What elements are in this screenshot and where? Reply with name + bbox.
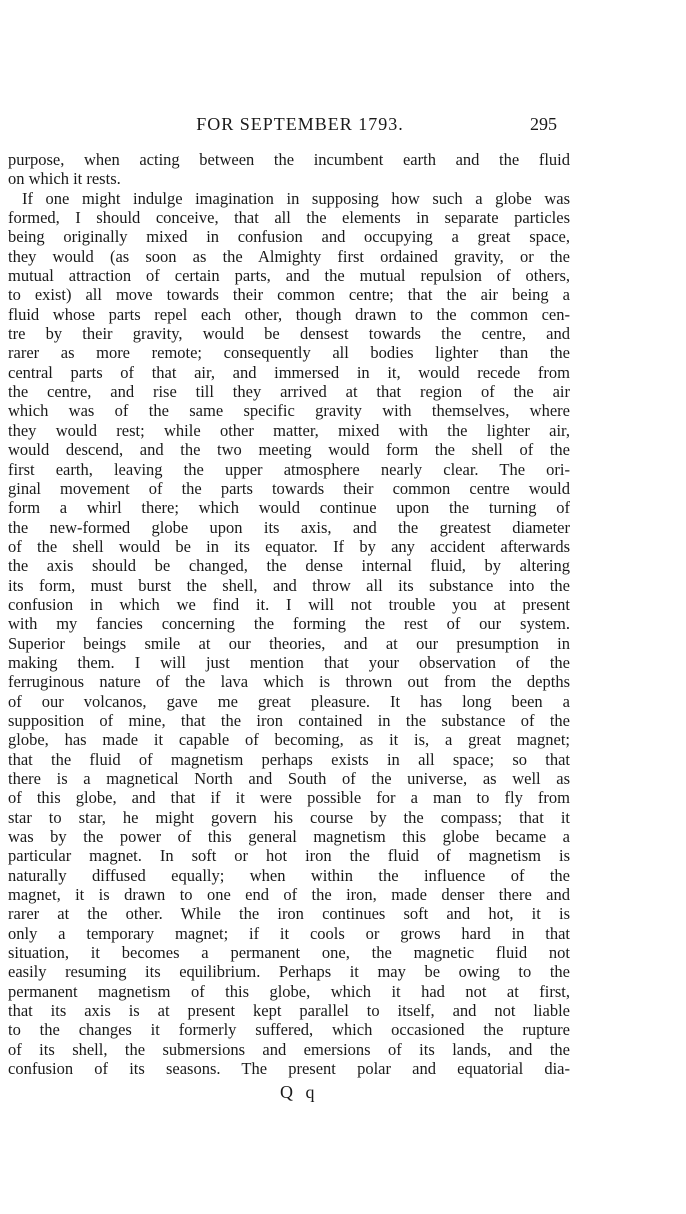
text-line: only a temporary magnet; if it cools or grows hard in that (8, 923, 570, 943)
signature-mark: Q q (280, 1082, 319, 1102)
text-line: they would rest; while other matter, mixed with the lighter air, (8, 420, 570, 440)
text-line: star to star, he might govern his course by the compass; that it (8, 807, 570, 827)
text-line: which was of the same specific gravity with themselves, where (8, 401, 570, 421)
text-line: its form, must burst the shell, and throw all its substance into the (8, 575, 570, 595)
text-line: rarer as more remote; consequently all bodies lighter than the (8, 343, 570, 363)
text-line: of its shell, the submersions and emersions of its lands, and the (8, 1039, 570, 1059)
text-line: formed, I should conceive, that all the elements in separate particles (8, 208, 570, 228)
text-line: that its axis is at present kept parallel to itself, and not liable (8, 1001, 570, 1021)
text-line: ginal movement of the parts towards their common centre would (8, 478, 570, 498)
text-line: being originally mixed in confusion and occupying a great space, (8, 227, 570, 247)
text-line: naturally diffused equally; when within the influence of the (8, 865, 570, 885)
text-line: fluid whose parts repel each other, though drawn to the common cen- (8, 304, 570, 324)
text-line: Superior beings smile at our theories, and at our presumption in (8, 633, 570, 653)
text-line: permanent magnetism of this globe, which it had not at first, (8, 981, 570, 1001)
text-line: to exist) all move towards their common centre; that the air being a (8, 285, 570, 305)
text-line: rarer at the other. While the iron continues soft and hot, it is (8, 904, 570, 924)
text-line: of our volcanos, gave me great pleasure. It has long been a (8, 691, 570, 711)
text-line: confusion in which we find it. I will not trouble you at present (8, 594, 570, 614)
text-line: the axis should be changed, the dense internal fluid, by altering (8, 556, 570, 576)
text-line: of the shell would be in its equator. If by any accident afterwards (8, 536, 570, 556)
text-line: ferruginous nature of the lava which is thrown out from the depths (8, 672, 570, 692)
text-line: the new-formed globe upon its axis, and the greatest diameter (8, 517, 570, 537)
text-line: globe, has made it capable of becoming, as it is, a great magnet; (8, 730, 570, 750)
text-line: first earth, leaving the upper atmosphere nearly clear. The ori- (8, 459, 570, 479)
text-line: of this globe, and that if it were possible for a man to fly from (8, 788, 570, 808)
text-line: that the fluid of magnetism perhaps exists in all space; so that (8, 749, 570, 769)
text-line: confusion of its seasons. The present polar and equatorial dia- (8, 1059, 570, 1079)
text-line: would descend, and the two meeting would form the shell of the (8, 440, 570, 460)
text-line: form a whirl there; which would continue upon the turning of (8, 498, 570, 518)
text-line: particular magnet. In soft or hot iron the fluid of magnetism is (8, 846, 570, 866)
running-title: FOR SEPTEMBER 1793. (196, 114, 404, 134)
text-line: they would (as soon as the Almighty first ordained gravity, or the (8, 246, 570, 266)
text-line: supposition of mine, that the iron contained in the substance of the (8, 710, 570, 730)
text-line: making them. I will just mention that your observation of the (8, 652, 570, 672)
paragraph-start-line: If one might indulge imagination in supposing how such a globe was (22, 188, 570, 208)
text-line: purpose, when acting between the incumbent earth and the fluid (8, 150, 570, 169)
text-line: magnet, it is drawn to one end of the iron, made denser there and (8, 885, 570, 905)
text-line: mutual attraction of certain parts, and the mutual repulsion of others, (8, 266, 570, 286)
text-line: situation, it becomes a permanent one, the magnetic fluid not (8, 943, 570, 963)
text-line: to the changes it formerly suffered, which occasioned the rupture (8, 1020, 570, 1040)
text-line: with my fancies concerning the forming the rest of our system. (8, 614, 570, 634)
text-line: was by the power of this general magnetism this globe became a (8, 827, 570, 847)
text-line: easily resuming its equilibrium. Perhaps it may be owing to the (8, 962, 570, 982)
text-line: there is a magnetical North and South of the universe, as well as (8, 769, 570, 788)
page-number: 295 (530, 114, 557, 134)
text-line: the centre, and rise till they arrived at that region of the air (8, 382, 570, 402)
body-text (8, 150, 570, 1079)
text-line: on which it rests. (8, 169, 121, 189)
text-line: central parts of that air, and immersed in it, would recede from (8, 362, 570, 382)
text-line: tre by their gravity, would be densest towards the centre, and (8, 324, 570, 344)
